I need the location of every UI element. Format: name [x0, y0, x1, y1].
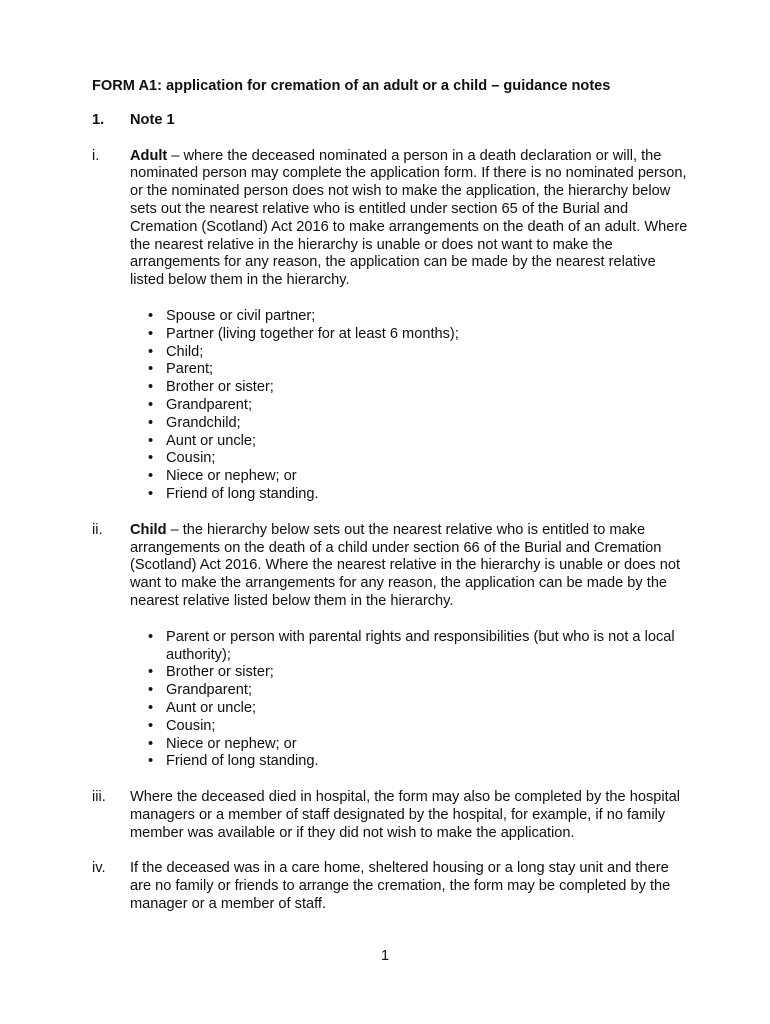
item-text: – where the deceased nominated a person in a death declaration or will, the nominated person may complete the application form. If there is no nominated person, or the nominated person does not wish to make the application, the hierarchy below sets out the nearest relative who is entitled under section 65 of the Burial and Cremation (Scotland) Act 2016 to make arrangements on the death of an adult. Where the nearest relative in the hierarchy is unable or does not want to make the arrangements for any reason, the application can be made by the nearest relative listed below them in the hierarchy. [130, 147, 688, 289]
list-item: • Parent; [148, 361, 692, 379]
list-item: • Brother or sister; [148, 664, 692, 682]
item-paragraph [130, 522, 692, 611]
list-item: • Parent or person with parental rights and responsibilities (but who is not a local authority); [148, 629, 692, 665]
list-item: • Grandchild; [148, 415, 692, 433]
list-item: • Aunt or uncle; [148, 433, 692, 451]
guidance-item-care-home [92, 860, 692, 913]
list-item: • Spouse or civil partner; [148, 308, 692, 326]
item-text: – the hierarchy below sets out the nearest relative who is entitled to make arrangements on the death of a child under section 66 of the Burial and Cremation (Scotland) Act 2016. Where the nearest relative in the hierarchy is unable or does not want to make the arrangements for any reason, the application can be made by the nearest relative listed below them in the hierarchy. [130, 521, 681, 609]
list-item: • Brother or sister; [148, 379, 692, 397]
item-term: Adult [130, 147, 168, 164]
child-hierarchy-list [130, 629, 692, 771]
note-number: 1. [92, 111, 105, 128]
guidance-item-child [92, 522, 692, 771]
page-number: 1 [380, 948, 390, 964]
adult-hierarchy-list [130, 308, 692, 504]
note-heading [92, 112, 692, 130]
note-label: Note 1 [130, 111, 175, 128]
list-item: • Niece or nephew; or [148, 736, 692, 754]
list-item: • Partner (living together for at least 6 months); [148, 326, 692, 344]
item-numeral: i. [92, 147, 100, 164]
list-item: • Niece or nephew; or [148, 468, 692, 486]
guidance-item-hospital [92, 789, 692, 842]
document-page [92, 78, 692, 932]
item-numeral: iii. [92, 789, 106, 806]
item-paragraph: Where the deceased died in hospital, the form may also be completed by the hospital managers or a member of staff designated by the hospital, for example, if no family member was available or if they did not wish to make the application. [130, 789, 681, 841]
list-item: • Friend of long standing. [148, 486, 692, 504]
list-item: • Friend of long standing. [148, 753, 692, 771]
list-item: • Aunt or uncle; [148, 700, 692, 718]
item-numeral: iv. [92, 860, 106, 877]
list-item: • Grandparent; [148, 397, 692, 415]
guidance-item-adult [92, 148, 692, 504]
list-item: • Cousin; [148, 718, 692, 736]
item-paragraph: If the deceased was in a care home, sheltered housing or a long stay unit and there are no family or friends to arrange the cremation, the form may be completed by the manager or a member of staff. [130, 860, 671, 913]
page-title: FORM A1: application for cremation of an adult or a child – guidance notes [92, 78, 611, 94]
list-item: • Child; [148, 344, 692, 362]
item-numeral: ii. [92, 521, 103, 538]
item-paragraph [130, 148, 692, 290]
item-term: Child [130, 521, 167, 538]
list-item: • Grandparent; [148, 682, 692, 700]
list-item: • Cousin; [148, 450, 692, 468]
